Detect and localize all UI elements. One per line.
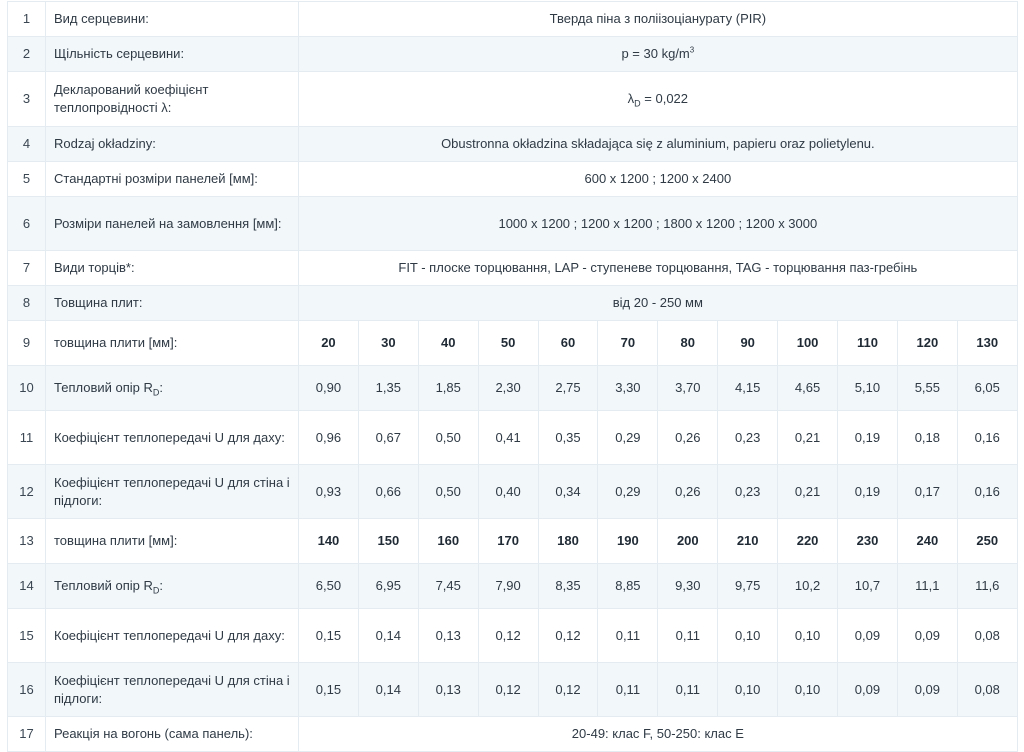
row-number: 8 (8, 286, 46, 321)
thickness-cell: 20 (299, 321, 359, 366)
value-cell: 8,35 (538, 564, 598, 609)
value-cell: 7,90 (478, 564, 538, 609)
value-cell: 0,12 (538, 609, 598, 663)
row-label: Коефіцієнт теплопередачі U для даху: (46, 609, 299, 663)
table-row (8, 519, 1018, 564)
spec-table (7, 1, 1018, 752)
value-cell: 2,75 (538, 366, 598, 411)
table-row (8, 127, 1018, 162)
row-label (46, 366, 299, 411)
table-row (8, 286, 1018, 321)
table-row (8, 37, 1018, 72)
row-number: 7 (8, 251, 46, 286)
value-cell: 4,65 (778, 366, 838, 411)
value-cell: 0,90 (299, 366, 359, 411)
value-cell: 0,12 (478, 663, 538, 717)
row-value: 20-49: клас F, 50-250: клас E (299, 717, 1018, 752)
row-number: 4 (8, 127, 46, 162)
value-cell: 0,09 (838, 609, 898, 663)
value-cell: 3,70 (658, 366, 718, 411)
value-cell: 0,19 (838, 465, 898, 519)
value-cell: 0,34 (538, 465, 598, 519)
value-cell: 0,26 (658, 465, 718, 519)
value-superscript: 3 (689, 45, 695, 55)
table-row (8, 251, 1018, 286)
label-subscript: D (152, 585, 160, 596)
table-row (8, 366, 1018, 411)
value-cell: 0,09 (897, 609, 957, 663)
row-value: Тверда піна з поліізоціанурату (PIR) (299, 2, 1018, 37)
row-value: від 20 - 250 мм (299, 286, 1018, 321)
table-row (8, 162, 1018, 197)
thickness-cell: 80 (658, 321, 718, 366)
value-cell: 1,35 (358, 366, 418, 411)
value-cell: 0,09 (897, 663, 957, 717)
value-cell: 0,67 (358, 411, 418, 465)
table-row (8, 663, 1018, 717)
value-text: λ (627, 91, 635, 106)
row-label: Rodzaj okładziny: (46, 127, 299, 162)
thickness-cell: 250 (957, 519, 1017, 564)
table-row (8, 197, 1018, 251)
value-cell: 9,75 (718, 564, 778, 609)
thickness-cell: 180 (538, 519, 598, 564)
value-cell: 0,10 (778, 609, 838, 663)
value-cell: 0,16 (957, 411, 1017, 465)
row-label: Реакція на вогонь (сама панель): (46, 717, 299, 752)
row-label: товщина плити [мм]: (46, 519, 299, 564)
value-cell: 0,29 (598, 465, 658, 519)
label-text: Тепловий опір R (54, 380, 153, 395)
value-cell: 0,29 (598, 411, 658, 465)
row-label: товщина плити [мм]: (46, 321, 299, 366)
value-cell: 0,41 (478, 411, 538, 465)
thickness-cell: 140 (299, 519, 359, 564)
label-text: : (159, 380, 163, 395)
value-cell: 0,15 (299, 609, 359, 663)
row-number: 14 (8, 564, 46, 609)
value-cell: 0,26 (658, 411, 718, 465)
row-value: 600 x 1200 ; 1200 x 2400 (299, 162, 1018, 197)
value-cell: 0,11 (658, 609, 718, 663)
value-cell: 0,10 (718, 663, 778, 717)
value-cell: 0,14 (358, 663, 418, 717)
thickness-cell: 110 (838, 321, 898, 366)
row-value: 1000 x 1200 ; 1200 x 1200 ; 1800 x 1200 ; 1200 x 3000 (299, 197, 1018, 251)
value-cell: 0,96 (299, 411, 359, 465)
value-cell: 0,08 (957, 609, 1017, 663)
row-label: Коефіцієнт теплопередачі U для даху: (46, 411, 299, 465)
value-cell: 10,7 (838, 564, 898, 609)
value-cell: 10,2 (778, 564, 838, 609)
value-cell: 0,10 (778, 663, 838, 717)
value-cell: 0,23 (718, 411, 778, 465)
value-cell: 9,30 (658, 564, 718, 609)
thickness-cell: 70 (598, 321, 658, 366)
row-value (299, 72, 1018, 127)
value-cell: 6,95 (358, 564, 418, 609)
value-cell: 11,1 (897, 564, 957, 609)
thickness-cell: 120 (897, 321, 957, 366)
value-cell: 0,50 (418, 411, 478, 465)
row-label: Розміри панелей на замовлення [мм]: (46, 197, 299, 251)
table-row (8, 564, 1018, 609)
row-number: 9 (8, 321, 46, 366)
thickness-cell: 160 (418, 519, 478, 564)
table-row (8, 2, 1018, 37)
row-value: Obustronna okładzina składająca się z aluminium, papieru oraz polietylenu. (299, 127, 1018, 162)
label-text: : (159, 578, 163, 593)
value-cell: 0,14 (358, 609, 418, 663)
value-cell: 3,30 (598, 366, 658, 411)
row-number: 13 (8, 519, 46, 564)
thickness-cell: 240 (897, 519, 957, 564)
value-cell: 6,50 (299, 564, 359, 609)
row-value (299, 37, 1018, 72)
value-cell: 0,12 (538, 663, 598, 717)
thickness-cell: 230 (838, 519, 898, 564)
row-label: Види торців*: (46, 251, 299, 286)
thickness-cell: 40 (418, 321, 478, 366)
value-cell: 4,15 (718, 366, 778, 411)
value-cell: 5,10 (838, 366, 898, 411)
value-cell: 7,45 (418, 564, 478, 609)
row-label: Стандартні розміри панелей [мм]: (46, 162, 299, 197)
value-cell: 11,6 (957, 564, 1017, 609)
thickness-cell: 30 (358, 321, 418, 366)
row-number: 17 (8, 717, 46, 752)
row-label (46, 564, 299, 609)
thickness-cell: 60 (538, 321, 598, 366)
value-cell: 0,13 (418, 609, 478, 663)
table-row (8, 717, 1018, 752)
table-row (8, 72, 1018, 127)
value-text: p = 30 kg/m (621, 46, 690, 61)
row-number: 6 (8, 197, 46, 251)
row-number: 2 (8, 37, 46, 72)
value-cell: 0,21 (778, 465, 838, 519)
thickness-cell: 220 (778, 519, 838, 564)
value-cell: 1,85 (418, 366, 478, 411)
value-cell: 0,50 (418, 465, 478, 519)
value-subscript: D (634, 98, 641, 109)
row-label: Щільність серцевини: (46, 37, 299, 72)
table-row (8, 411, 1018, 465)
thickness-cell: 90 (718, 321, 778, 366)
value-cell: 5,55 (897, 366, 957, 411)
value-text: = 0,022 (640, 91, 689, 106)
value-cell: 2,30 (478, 366, 538, 411)
value-cell: 0,35 (538, 411, 598, 465)
row-number: 5 (8, 162, 46, 197)
value-cell: 0,66 (358, 465, 418, 519)
label-subscript: D (152, 387, 160, 398)
value-cell: 8,85 (598, 564, 658, 609)
table-row (8, 465, 1018, 519)
row-label: Вид серцевини: (46, 2, 299, 37)
value-cell: 0,11 (598, 609, 658, 663)
table-row (8, 609, 1018, 663)
row-number: 11 (8, 411, 46, 465)
row-number: 15 (8, 609, 46, 663)
value-cell: 0,18 (897, 411, 957, 465)
row-label: Коефіцієнт теплопередачі U для стіна і підлоги: (46, 663, 299, 717)
value-cell: 0,11 (598, 663, 658, 717)
thickness-cell: 130 (957, 321, 1017, 366)
row-value: FIT - плоске торцювання, LAP - ступеневе торцювання, TAG - торцювання паз-гребінь (299, 251, 1018, 286)
row-label: Коефіцієнт теплопередачі U для стіна і підлоги: (46, 465, 299, 519)
row-number: 12 (8, 465, 46, 519)
thickness-cell: 170 (478, 519, 538, 564)
value-cell: 0,15 (299, 663, 359, 717)
value-cell: 0,12 (478, 609, 538, 663)
value-cell: 0,08 (957, 663, 1017, 717)
thickness-cell: 50 (478, 321, 538, 366)
value-cell: 0,11 (658, 663, 718, 717)
row-label: Товщина плит: (46, 286, 299, 321)
value-cell: 0,09 (838, 663, 898, 717)
table-row (8, 321, 1018, 366)
value-cell: 0,19 (838, 411, 898, 465)
row-number: 1 (8, 2, 46, 37)
value-cell: 6,05 (957, 366, 1017, 411)
label-text: Тепловий опір R (54, 578, 153, 593)
value-cell: 0,17 (897, 465, 957, 519)
row-number: 16 (8, 663, 46, 717)
value-cell: 0,13 (418, 663, 478, 717)
row-number: 3 (8, 72, 46, 127)
value-cell: 0,93 (299, 465, 359, 519)
value-cell: 0,10 (718, 609, 778, 663)
thickness-cell: 150 (358, 519, 418, 564)
row-number: 10 (8, 366, 46, 411)
thickness-cell: 200 (658, 519, 718, 564)
row-label: Декларований коефіцієнт теплопровідності λ: (46, 72, 299, 127)
value-cell: 0,40 (478, 465, 538, 519)
value-cell: 0,21 (778, 411, 838, 465)
thickness-cell: 100 (778, 321, 838, 366)
value-cell: 0,16 (957, 465, 1017, 519)
thickness-cell: 210 (718, 519, 778, 564)
value-cell: 0,23 (718, 465, 778, 519)
thickness-cell: 190 (598, 519, 658, 564)
